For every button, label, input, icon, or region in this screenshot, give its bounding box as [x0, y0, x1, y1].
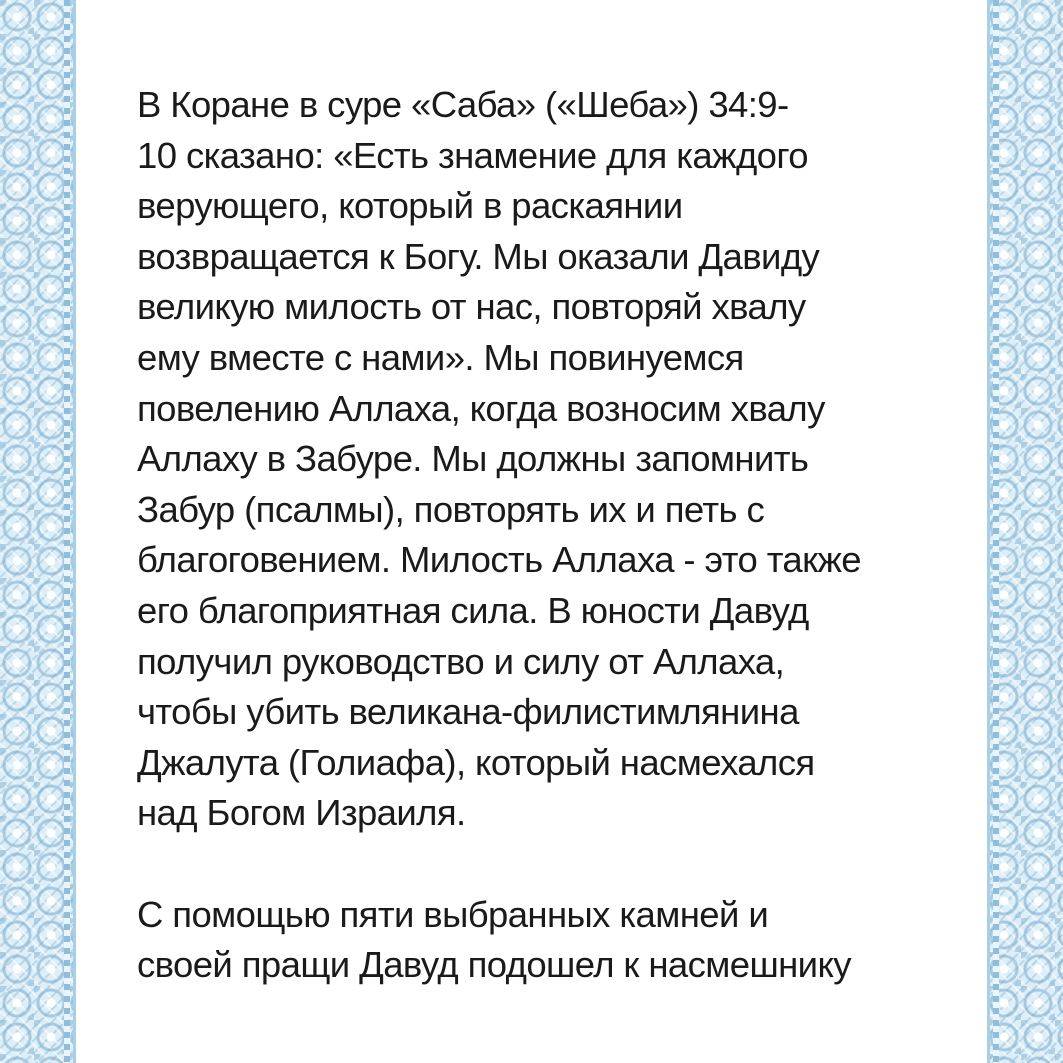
paragraph-1 [137, 80, 937, 839]
text-line: ему вместе с нами». Мы повинуемся [137, 336, 744, 378]
text-line: С помощью пяти выбранных камней и [137, 893, 769, 935]
text-line: Забур (псалмы), повторять их и петь с [137, 488, 765, 530]
text-line: его благоприятная сила. В юности Давуд [137, 589, 809, 631]
ornamental-border-left [0, 0, 76, 1063]
text-line: В Коране в суре «Саба» («Шеба») 34:9- [137, 84, 789, 125]
ornamental-border-right [987, 0, 1063, 1063]
text-line: возвращается к Богу. Мы оказали Давиду [137, 235, 820, 277]
paragraph-spacer [137, 839, 937, 890]
text-line: верующего, который в раскаянии [137, 185, 683, 227]
text-line: Джалута (Голиафа), который насмехался [137, 741, 815, 783]
text-line: великую милость от нас, повторяй хвалу [137, 286, 806, 328]
text-line: чтобы убить великана-филистимлянина [137, 691, 799, 733]
text-line: над Богом Израиля. [137, 792, 466, 834]
text-line: получил руководство и силу от Аллаха, [137, 640, 785, 682]
text-line: 10 сказано: «Есть знамение для каждого [137, 134, 808, 176]
text-line: Аллаху в Забуре. Мы должны запомнить [137, 438, 809, 480]
text-content [137, 80, 937, 991]
text-line: своей пращи Давуд подошел к насмешнику [137, 944, 851, 986]
paragraph-2 [137, 890, 937, 991]
text-line: повелению Аллаха, когда возносим хвалу [137, 387, 825, 429]
text-line: благоговением. Милость Аллаха - это также [137, 539, 861, 581]
